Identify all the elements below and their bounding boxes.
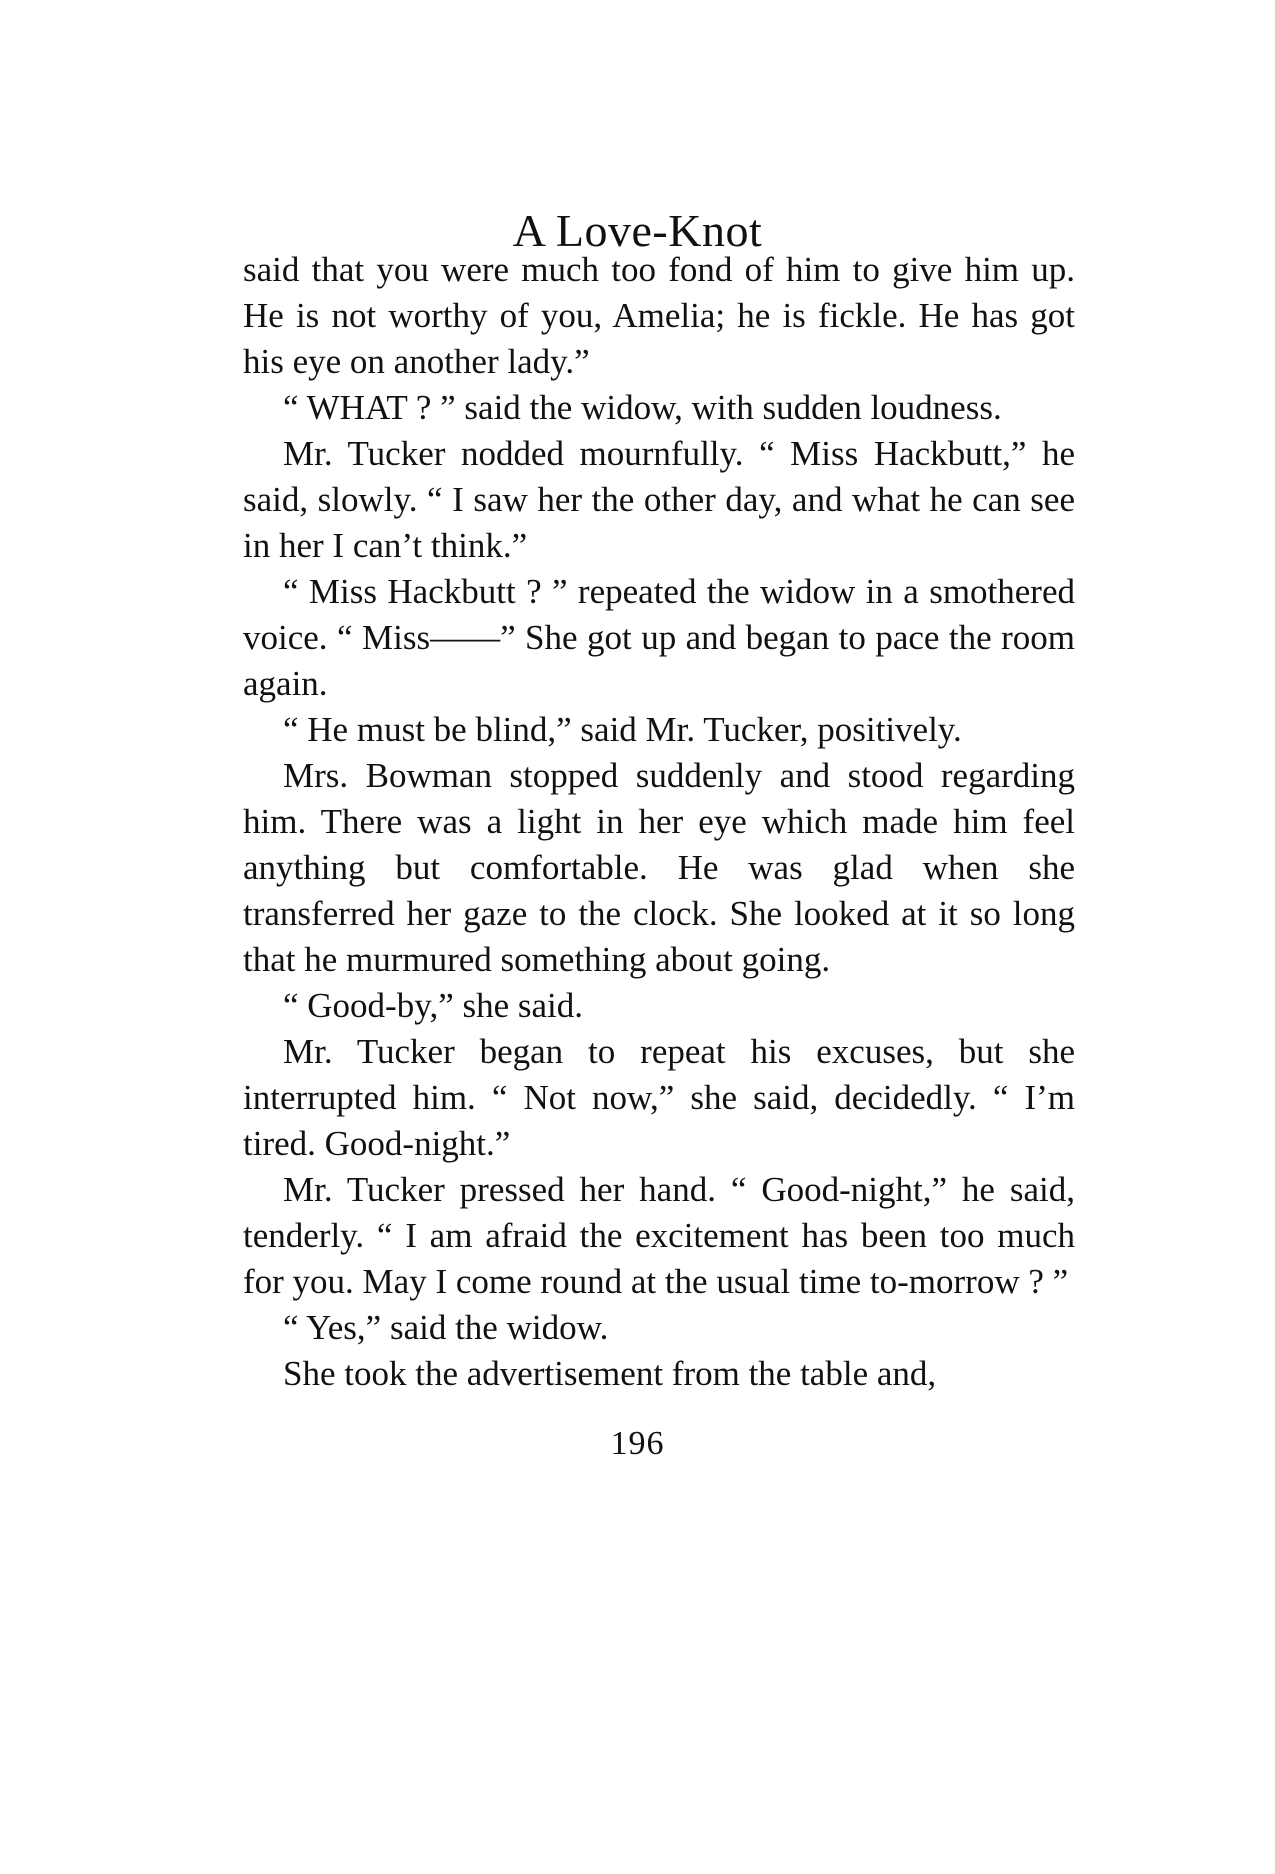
body-text bbox=[243, 247, 1075, 1397]
paragraph: “ Good-by,” she said. bbox=[283, 986, 584, 1025]
paragraph: “ He must be blind,” said Mr. Tucker, positively. bbox=[283, 710, 962, 749]
paragraph: “ WHAT ? ” said the widow, with sudden loudness. bbox=[283, 388, 1002, 427]
paragraph: “ Yes,” said the widow. bbox=[283, 1308, 609, 1347]
paragraph: Mr. Tucker pressed her hand. “ Good-night,” he said, tenderly. “ I am afraid the excitement has been too much for you. May I come round at the usual time to-morrow ? ” bbox=[243, 1170, 1075, 1301]
paragraph: She took the advertisement from the table and, bbox=[283, 1354, 937, 1393]
paragraph: Mr. Tucker began to repeat his excuses, but she interrupted him. “ Not now,” she said, decidedly. “ I’m tired. Good-night.” bbox=[243, 1032, 1075, 1163]
paragraph: Mr. Tucker nodded mournfully. “ Miss Hackbutt,” he said, slowly. “ I saw her the other day, and what he can see in her I can’t think.” bbox=[243, 434, 1075, 565]
page-number: 196 bbox=[610, 1425, 665, 1462]
paragraph: said that you were much too fond of him to give him up. He is not worthy of you, Amelia; he is fickle. He has got his eye on another lady.” bbox=[243, 250, 1075, 381]
paragraph: “ Miss Hackbutt ? ” repeated the widow in a smothered voice. “ Miss——” She got up and began to pace the room again. bbox=[243, 572, 1075, 703]
paragraph: Mrs. Bowman stopped suddenly and stood regarding him. There was a light in her eye which made him feel anything but comfortable. He was glad when she transferred her gaze to the clock. She looked at it so long that he murmured something about going. bbox=[243, 756, 1075, 979]
running-head-title: A Love-Knot bbox=[512, 205, 763, 256]
